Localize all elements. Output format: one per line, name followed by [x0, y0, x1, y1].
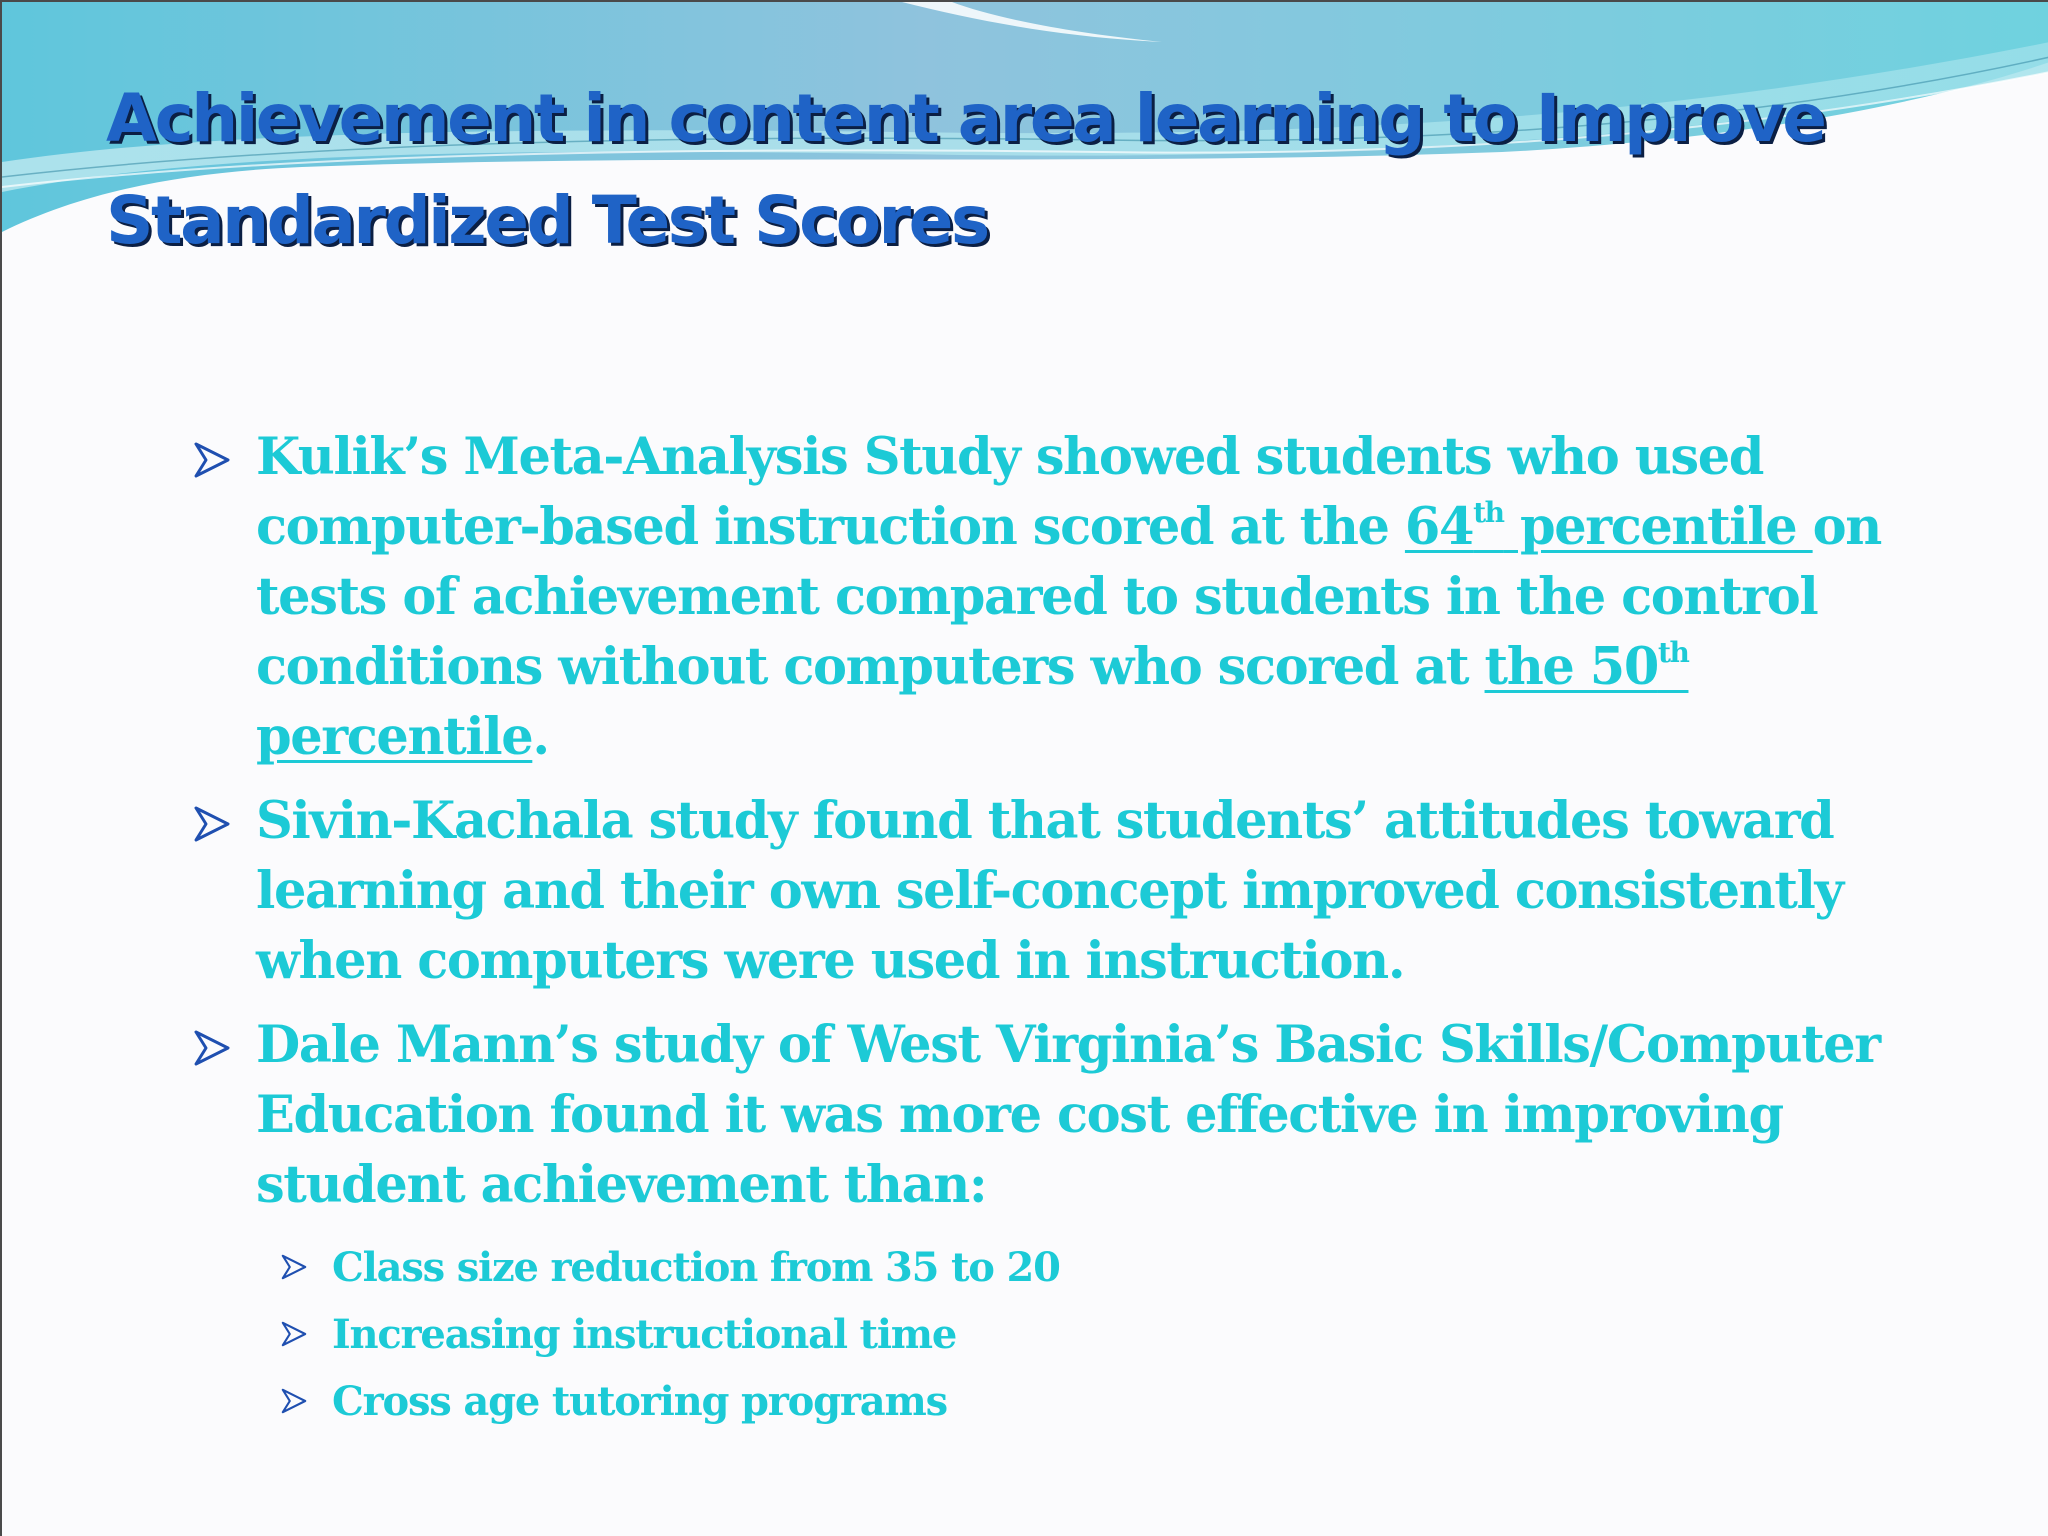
sub-bullet-text: Class size reduction from 35 to 20: [332, 1244, 1060, 1291]
sub-bullet-item: [280, 1234, 1892, 1301]
bullet-text: Dale Mann’s study of West Virginia’s Basic Skills/Computer Education found it was more cost effective in improving student achievement than:: [256, 1015, 1880, 1215]
sub-bullet-text: Increasing instructional time: [332, 1311, 957, 1358]
percentile-number: the 50: [1484, 637, 1658, 697]
sub-bullet-text: Cross age tutoring programs: [332, 1378, 947, 1425]
ordinal-suffix: th: [1473, 496, 1504, 529]
bullet-text: on tests of achievement compared to students in the control conditions without computers who scored at: [256, 497, 1881, 697]
arrowhead-bullet-icon: [280, 1387, 308, 1415]
bullet-text: Kulik’s Meta-Analysis Study showed students who used computer-based instruction scored at the: [256, 427, 1764, 557]
percentile-word: percentile: [1503, 497, 1813, 557]
bullet-item-kulik: [192, 422, 1892, 772]
bullet-text: Sivin-Kachala study found that students’ attitudes toward learning and their own self-concept improved consistently when computers were used in instruction.: [256, 791, 1843, 991]
title-line-1: Achievement in content area learning to Improve: [106, 80, 1825, 157]
arrowhead-bullet-icon: [192, 440, 232, 480]
arrowhead-bullet-icon: [280, 1253, 308, 1281]
percentile-word: percentile: [256, 707, 533, 767]
sub-bullet-list: [192, 1234, 1892, 1435]
sub-bullet-item: [280, 1368, 1892, 1435]
arrowhead-bullet-icon: [280, 1320, 308, 1348]
percentile-64-underlined: [1405, 497, 1813, 557]
sub-bullet-item: [280, 1301, 1892, 1368]
bullet-list: [192, 422, 1892, 1435]
bullet-text: .: [532, 707, 549, 767]
arrowhead-bullet-icon: [192, 1028, 232, 1068]
bullet-item-sivin-kachala: [192, 786, 1892, 996]
arrowhead-bullet-icon: [192, 804, 232, 844]
title-line-2: Standardized Test Scores: [106, 182, 988, 259]
percentile-number: 64: [1404, 497, 1474, 557]
slide-title: [106, 68, 1946, 272]
bullet-item-dale-mann: [192, 1010, 1892, 1220]
ordinal-suffix: th: [1657, 636, 1689, 669]
